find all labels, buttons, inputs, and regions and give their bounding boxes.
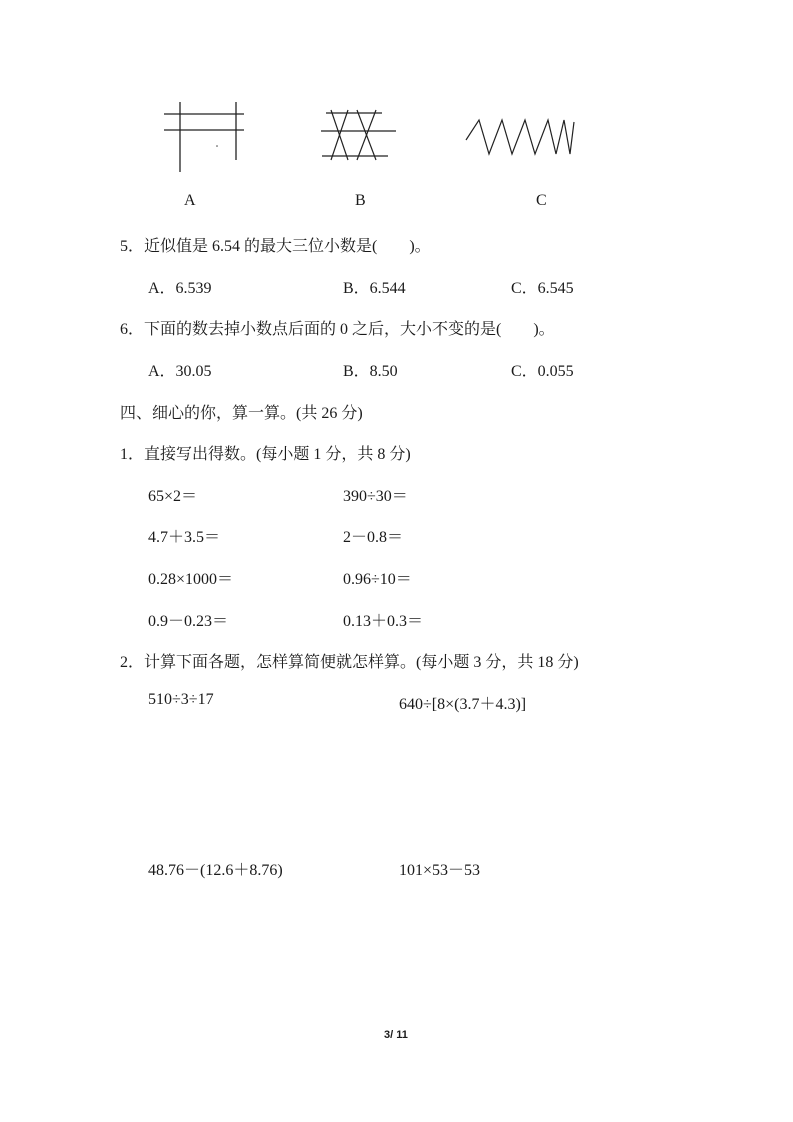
part-1-row-4-right: 0.13＋0.3＝ [343,613,424,630]
part-1-row-2-left: 4.7＋3.5＝ [148,529,221,546]
part-1-row-1-left: 65×2＝ [148,488,198,505]
part-2-row-2-right: 101×53－53 [399,862,481,879]
question-5-option-a[interactable]: A．6.539 [148,280,212,297]
part-1-row-4-left: 0.9－0.23＝ [148,613,229,630]
question-6-stem: 6．下面的数去掉小数点后面的 0 之后，大小不变的是( )。 [120,321,555,338]
figure-b [318,104,398,164]
figure-a [160,98,250,178]
figure-a-label: A [184,192,196,209]
part-1-row-3-left: 0.28×1000＝ [148,571,234,588]
part-1-row-2-right: 2－0.8＝ [343,529,404,546]
part-1-row-3-right: 0.96÷10＝ [343,571,412,588]
question-5-option-c[interactable]: C．6.545 [511,280,574,297]
section-4-title: 四、细心的你，算一算。(共 26 分) [120,405,363,422]
part-2-row-1-left: 510÷3÷17 [148,691,214,708]
question-5-stem: 5．近似值是 6.54 的最大三位小数是( )。 [120,238,431,255]
figure-c-label: C [536,192,547,209]
part-1-row-1-right: 390÷30＝ [343,488,408,505]
part-1-heading: 1．直接写出得数。(每小题 1 分，共 8 分) [120,446,411,463]
question-6-option-b[interactable]: B．8.50 [343,363,398,380]
figure-c [462,112,580,162]
part-2-row-1-right: 640÷[8×(3.7＋4.3)] [399,696,527,713]
figure-b-label: B [355,192,366,209]
part-2-heading: 2．计算下面各题，怎样算简便就怎样算。(每小题 3 分，共 18 分) [120,654,579,671]
part-2-row-2-left: 48.76－(12.6＋8.76) [148,862,283,879]
question-6-option-a[interactable]: A．30.05 [148,363,212,380]
page-number: 3/ 11 [384,1029,408,1041]
question-5-option-b[interactable]: B．6.544 [343,280,406,297]
question-6-option-c[interactable]: C．0.055 [511,363,574,380]
